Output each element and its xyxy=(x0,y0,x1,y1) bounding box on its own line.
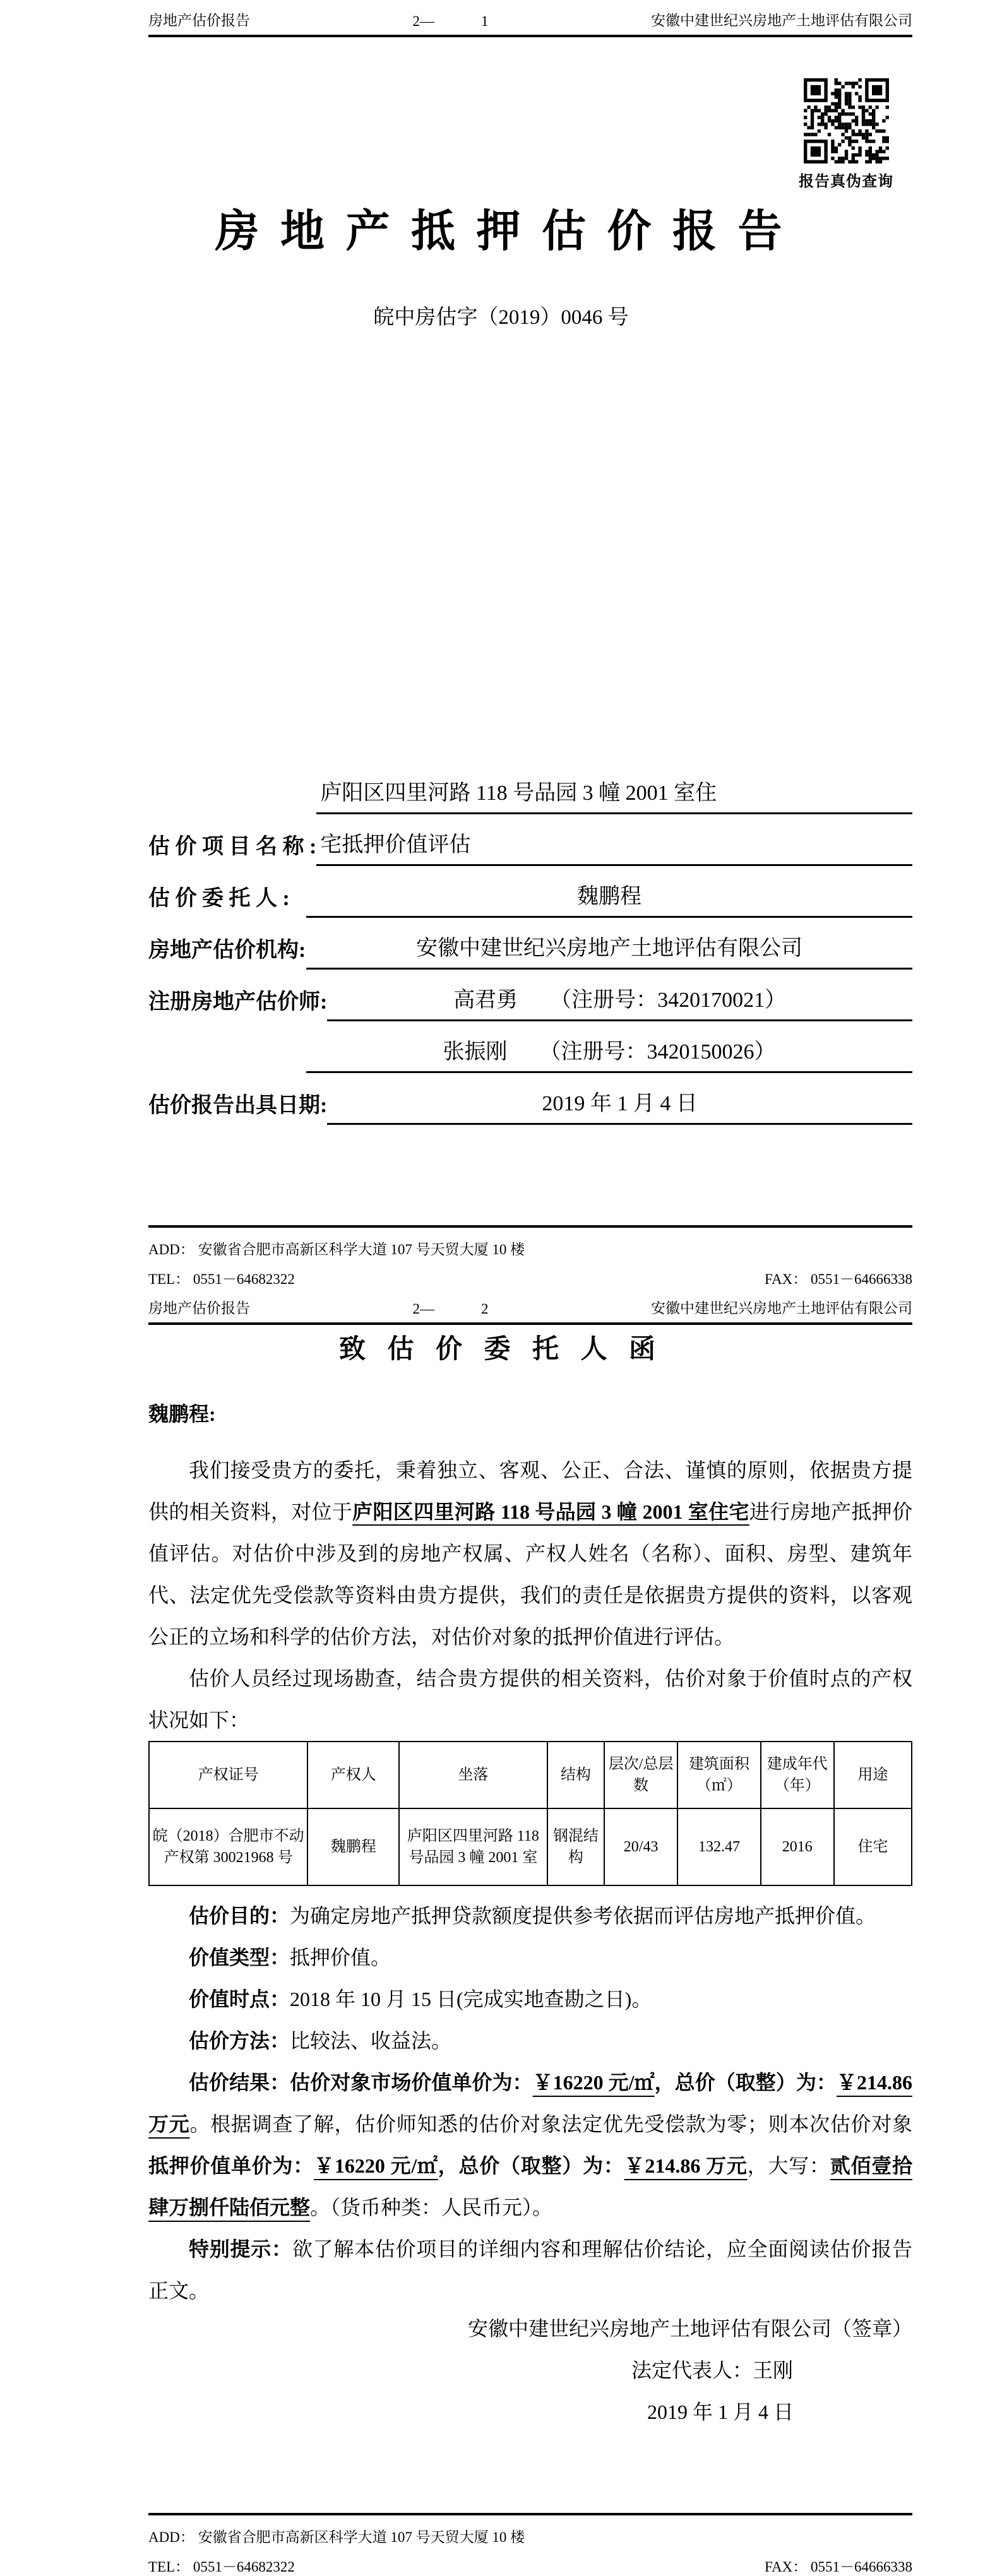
paragraph-special-note xyxy=(148,2228,912,2312)
item-label: 估价方法： xyxy=(189,2029,290,2052)
property-name-highlight: 庐阳区四里河路 118 号品园 3 幢 2001 室住宅 xyxy=(352,1500,749,1523)
field-value: 高君勇 （注册号：3420170021） xyxy=(327,970,912,1021)
field-client xyxy=(148,866,912,918)
paragraph-result xyxy=(148,2062,912,2228)
text-segment: ，总价（取整）为： xyxy=(438,2154,624,2177)
page-header-title: 房地产估价报告 xyxy=(148,13,250,28)
footer-tel: TEL： 0551－64682322 xyxy=(148,2559,295,2575)
field-value: 安徽中建世纪兴房地产土地评估有限公司 xyxy=(306,918,912,970)
cell-owner: 魏鹏程 xyxy=(307,1808,399,1885)
text-segment: ，总价（取整）为： xyxy=(654,2071,837,2094)
page-number: 2 xyxy=(481,1301,489,1317)
cell-structure: 钢混结构 xyxy=(547,1808,605,1885)
paragraph-value-type xyxy=(148,1937,912,1978)
cover-fields xyxy=(148,763,912,1125)
cell-floor: 20/43 xyxy=(604,1808,677,1885)
column-header: 建成年代（年） xyxy=(761,1742,834,1808)
unit-price-value: ￥16220 元/㎡ xyxy=(532,2071,655,2094)
property-rights-table xyxy=(148,1741,912,1886)
field-value: 魏鹏程 xyxy=(306,866,912,918)
field-label: 估 价 委 托 人 : xyxy=(148,887,290,910)
letter-page xyxy=(0,1288,1002,2575)
mortgage-total-price-value: ￥214.86 万元 xyxy=(624,2154,748,2177)
column-header: 用途 xyxy=(834,1742,912,1808)
page-number-group xyxy=(413,1301,489,1317)
paragraph-intro xyxy=(148,1449,912,1658)
letter-title: 致 估 价 委 托 人 函 xyxy=(338,1335,663,1364)
text-segment: 抵押价值单价为： xyxy=(148,2154,314,2177)
page-number-label: 2— xyxy=(412,13,434,29)
amount-in-words: 贰佰壹拾肆万捌仟陆佰元整 xyxy=(148,2154,912,2219)
item-label: 特别提示： xyxy=(189,2238,292,2260)
field-value-line: 宅抵押价值评估 xyxy=(316,814,912,866)
page-header-company: 安徽中建世纪兴房地产土地评估有限公司 xyxy=(651,13,912,28)
item-label: 价值类型： xyxy=(189,1946,290,1969)
text-segment: 估价对象市场价值单价为： xyxy=(290,2071,533,2094)
cell-location: 庐阳区四里河路 118 号品园 3 幢 2001 室 xyxy=(399,1808,547,1885)
page-number-group xyxy=(413,13,489,30)
text-segment: 进行房地产抵押价值评估。对估价中涉及到的房地产权属、产权人姓名（名称）、面积、房型、建筑年代、法定优先受偿款等资料由贵方提供，我们的责任是依据贵方提供的资料，以客观公正的立场和科学的估价方法，对估价对象的抵押价值进行评估。 xyxy=(148,1500,912,1648)
field-value: 2019 年 1 月 4 日 xyxy=(327,1073,912,1125)
text-segment: 比较法、收益法。 xyxy=(290,2029,452,2052)
text-segment: 。根据调查了解，估价师知悉的估价对象法定优先受偿款为零；则本次估价对象 xyxy=(189,2113,912,2135)
qr-code xyxy=(804,78,889,163)
cell-use: 住宅 xyxy=(834,1808,912,1885)
item-label: 估价目的： xyxy=(189,1904,290,1927)
text-segment: 2018 年 10 月 15 日(完成实地查勘之日)。 xyxy=(290,1988,652,2010)
cell-cert-no: 皖（2018）合肥市不动产权第 30021968 号 xyxy=(149,1808,307,1885)
cell-year: 2016 xyxy=(761,1808,834,1885)
signoff-block xyxy=(148,2308,912,2433)
field-label-empty xyxy=(148,1067,306,1073)
table-header-row xyxy=(149,1742,912,1808)
field-label: 注册房地产估价师: xyxy=(148,990,328,1014)
footer-address: ADD： 安徽省合肥市高新区科学大道 107 号天贸大厦 10 楼 xyxy=(148,2529,525,2545)
column-header: 结构 xyxy=(547,1742,605,1808)
table-row xyxy=(149,1808,912,1885)
column-header: 产权证号 xyxy=(149,1742,307,1808)
text-segment: 。（货币种类：人民币元）。 xyxy=(310,2196,553,2219)
column-header: 层次/总层数 xyxy=(604,1742,677,1808)
page-number-label: 2— xyxy=(412,1301,434,1317)
paragraph-survey: 估价人员经过现场勘查，结合贵方提供的相关资料，估价对象于价值时点的产权状况如下： xyxy=(148,1667,912,1731)
footer-address: ADD： 安徽省合肥市高新区科学大道 107 号天贸大厦 10 楼 xyxy=(148,1242,525,1257)
page-footer xyxy=(148,1225,912,1288)
field-project-name xyxy=(148,763,912,866)
text-segment: 为确定房地产抵押贷款额度提供参考依据而评估房地产抵押价值。 xyxy=(290,1904,876,1927)
text-segment: ，大写： xyxy=(747,2154,830,2177)
footer-fax: FAX： 0551－64666338 xyxy=(764,2559,912,2575)
mortgage-unit-price-value: ￥16220 元/㎡ xyxy=(314,2154,438,2177)
signoff-date: 2019 年 1 月 4 日 xyxy=(647,2401,794,2423)
field-appraiser-1 xyxy=(148,970,912,1021)
text-segment: 我们接受贵方的委托，秉着独立、客观、公正、合法、谨慎的原则，依据贵方提供的相关资料，对位于 xyxy=(148,1459,912,1523)
page-header-title: 房地产估价报告 xyxy=(148,1300,250,1316)
field-report-date xyxy=(148,1073,912,1125)
footer-contact-line xyxy=(148,2555,912,2576)
field-value: 张振刚 （注册号：3420150026） xyxy=(306,1021,912,1073)
field-label: 估 价 项 目 名 称 : xyxy=(148,835,317,858)
page-header xyxy=(148,1297,912,1325)
paragraph-purpose xyxy=(148,1895,912,1937)
item-label: 估价结果： xyxy=(189,2071,290,2094)
signoff-company: 安徽中建世纪兴房地产土地评估有限公司（签章） xyxy=(467,2317,912,2340)
field-agency xyxy=(148,918,912,970)
cell-area: 132.47 xyxy=(677,1808,761,1885)
paragraph-value-date xyxy=(148,1978,912,2020)
field-value-line: 庐阳区四里河路 118 号品园 3 幢 2001 室住 xyxy=(316,763,912,814)
footer-tel: TEL： 0551－64682322 xyxy=(148,1271,295,1287)
field-appraiser-2 xyxy=(148,1021,912,1073)
report-title: 房 地 产 抵 押 估 价 报 告 xyxy=(215,208,787,256)
page-number: 1 xyxy=(481,13,489,29)
page-header xyxy=(148,9,912,37)
total-price-value: ￥214.86万元 xyxy=(148,2071,912,2135)
salutation: 魏鹏程: xyxy=(148,1403,216,1425)
field-label: 估价报告出具日期: xyxy=(148,1094,328,1117)
letter-body xyxy=(148,1401,912,2433)
text-segment: 欲了解本估价项目的详细内容和理解估价结论，应全面阅读估价报告正文。 xyxy=(148,2238,912,2302)
paragraph-methods xyxy=(148,2020,912,2062)
field-label: 房地产估价机构: xyxy=(148,939,306,962)
signoff-legal-rep: 法定代表人：王刚 xyxy=(631,2359,794,2382)
footer-fax: FAX： 0551－64666338 xyxy=(764,1271,912,1287)
report-doc-number: 皖中房估字（2019）0046 号 xyxy=(373,306,629,329)
report-verification-block xyxy=(799,78,893,191)
page-header-company: 安徽中建世纪兴房地产土地评估有限公司 xyxy=(651,1300,912,1316)
column-header: 坐落 xyxy=(399,1742,547,1808)
item-label: 价值时点： xyxy=(189,1988,290,2010)
footer-contact-line xyxy=(148,1267,912,1288)
page-footer xyxy=(148,2513,912,2576)
qr-caption: 报告真伪查询 xyxy=(799,174,893,190)
text-segment: 抵押价值。 xyxy=(290,1946,391,1969)
field-value-column xyxy=(316,763,912,866)
column-header: 产权人 xyxy=(307,1742,399,1808)
column-header: 建筑面积（㎡） xyxy=(677,1742,761,1808)
